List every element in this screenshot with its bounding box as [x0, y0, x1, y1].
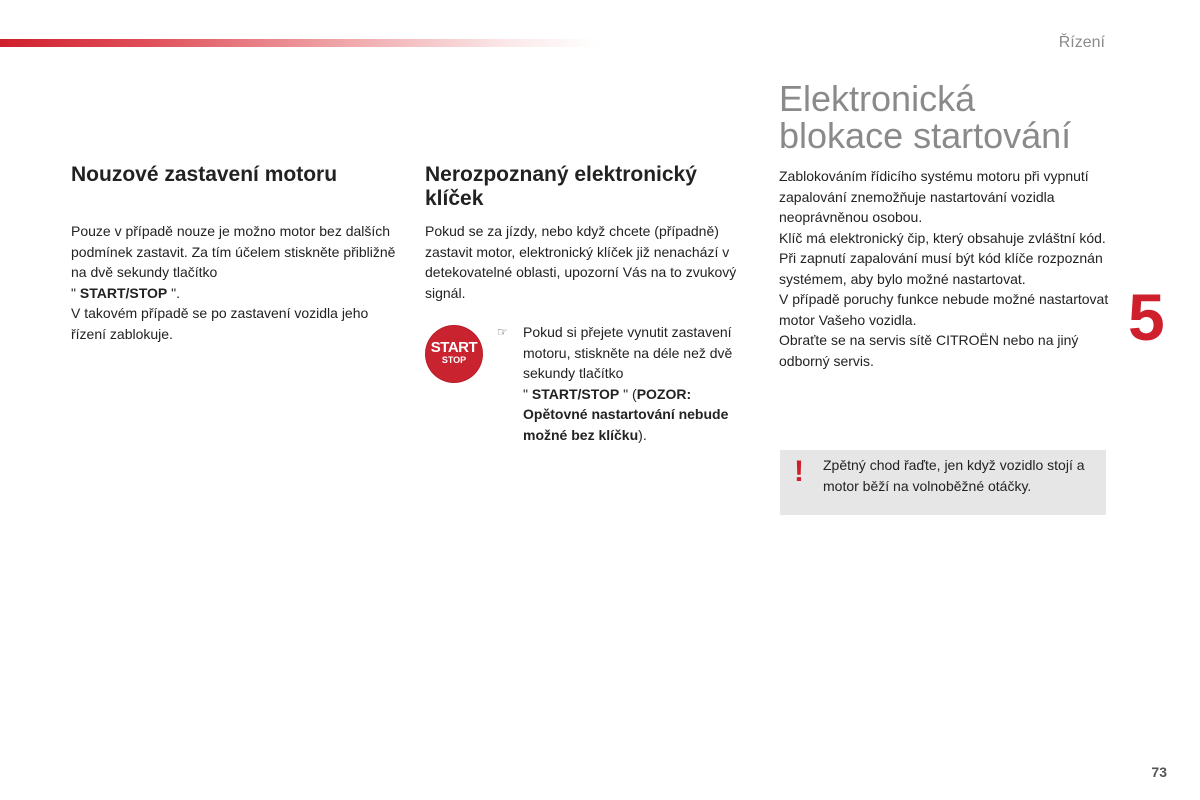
- exclamation-icon: !: [794, 455, 804, 488]
- immobilizer-section: [779, 80, 1109, 371]
- start-label: START: [430, 339, 478, 356]
- quote-mark: ": [71, 284, 76, 301]
- section-title: [779, 80, 1109, 154]
- bold-warning: POZOR: Opětovné nastartování nebude možné bez klíčku: [523, 385, 729, 443]
- note-end: ).: [638, 426, 647, 443]
- paragraph: Obraťte se na servis sítě CITROËN nebo na jiný odborný servis.: [779, 332, 1079, 369]
- paragraph: Pokud se za jízdy, nebo když chcete (případně) zastavit motor, elektronický klíček již nenachází v detekovatelné oblasti, upozorní Vás na to zvukový signál.: [425, 223, 737, 301]
- section-heading: Nerozpoznaný elektronický klíček: [425, 163, 697, 210]
- paragraph: Klíč má elektronický čip, který obsahuje zvláštní kód. Při zapnutí zapalování musí být kód klíče rozpoznán systémem, aby bylo možné nastartovat.: [779, 229, 1106, 287]
- quote-mark: ": [523, 385, 528, 402]
- paragraph: Zablokováním řídicího systému motoru při vypnutí zapalování znemožňuje nastartování vozidla neoprávněnou osobou.: [779, 168, 1089, 225]
- warning-box: [780, 450, 1106, 515]
- note-body: Pokud si přejete vynutit zastavení motoru, stiskněte na déle než dvě sekundy tlačítko: [523, 324, 733, 381]
- quote-mark: ".: [167, 284, 181, 301]
- note-block: [425, 322, 760, 452]
- unrecognized-key-section: [425, 160, 760, 452]
- page-number: 73: [1151, 764, 1167, 780]
- emergency-stop-section: [71, 160, 406, 344]
- header-accent-bar: [0, 39, 600, 47]
- bold-term: START/STOP: [79, 284, 168, 301]
- stop-label: STOP: [441, 355, 467, 365]
- start-stop-icon: [426, 326, 482, 382]
- title-line: Elektronická: [779, 78, 976, 119]
- note-mid: " (: [619, 385, 637, 402]
- section-label: Řízení: [1058, 34, 1105, 51]
- title-line: blokace startování: [779, 115, 1072, 156]
- note-text: [523, 322, 758, 445]
- warning-text: Zpětný chod řaďte, jen když vozidlo stojí a motor běží na volnoběžné otáčky.: [823, 457, 1085, 494]
- paragraph: V takovém případě se po zastavení vozidla jeho řízení zablokuje.: [71, 305, 369, 342]
- section-heading: Nouzové zastavení motoru: [71, 163, 338, 186]
- pointing-hand-icon: ☞: [497, 325, 508, 339]
- paragraph-text: Pouze v případě nouze je možno motor bez dalších podmínek zastavit. Za tím účelem stiskněte přibližně na dvě sekundy tlačítko: [71, 223, 396, 280]
- paragraph: V případě poruchy funkce nebude možné nastartovat motor Vašeho vozidla.: [779, 291, 1109, 328]
- chapter-number: 5: [1128, 280, 1165, 354]
- paragraph: [71, 221, 406, 303]
- bold-term: START/STOP: [531, 385, 620, 402]
